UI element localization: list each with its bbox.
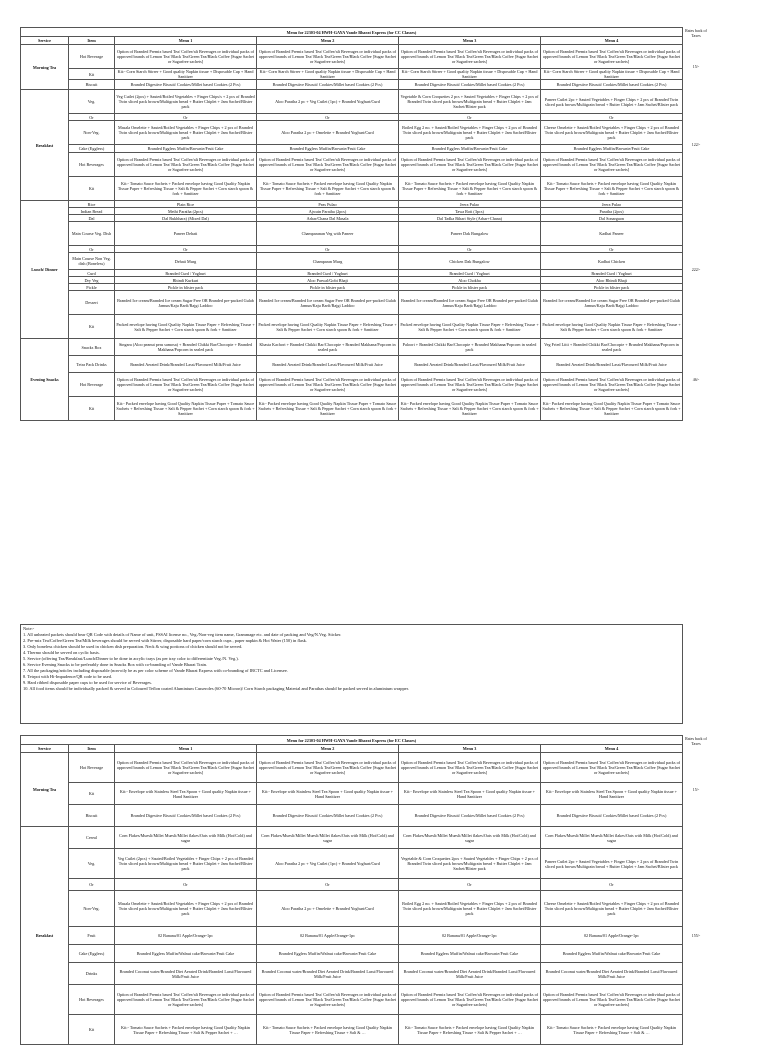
col-header-menu-3: Menu 3 <box>399 745 541 753</box>
rate-value: 15/- <box>692 64 700 69</box>
table-row <box>21 45 683 69</box>
menu-cell: Paratha (2pcs) <box>541 208 683 215</box>
table-row <box>21 891 683 927</box>
col-header-menu-4: Menu 4 <box>541 745 683 753</box>
menu-cell: Paneer Cutlet 2pc + Sauted Vegetables + Finger Chips + 2 pcs of Branded Twin sliced pack brown/Multigrain bread + Butter Chiplet + Jam Sachet/Blister pack <box>541 90 683 114</box>
note-line: 6. Service Evening Snacks to be preferably done in Snacks Box with co-branding of Vande Bharat Train. <box>23 662 208 667</box>
table-row <box>21 121 683 145</box>
menu-cell: Cheese Omelette + Sauted/Boiled Vegetables + Finger Chips + 2 pcs of Branded Twin sliced pack brown/Multigrain bread + Butter Chiplet + Jam Sachet/Blister pack <box>541 121 683 145</box>
service-name: Lunch/ Dinner <box>21 201 69 339</box>
menu-cell: Branded Curd / Yoghurt <box>115 270 257 277</box>
cc-menu-body <box>21 45 683 421</box>
menu-cell: Packed envelope having Good Quality Napkin Tissue Paper + Refreshing Tissue + Salt & Pepper Sachet + Corn starch spoon & fork + Sanitizer <box>541 315 683 339</box>
notes-box <box>20 624 683 724</box>
menu-cell: Or <box>115 114 257 121</box>
menu-cell: Cheese Omelette + Sauted/Boiled Vegetables + Finger Chips + 2 pcs of Branded Twin sliced pack brown/Multigrain bread + Butter Chiplet + Jam Sachet/Blister pack <box>541 891 683 927</box>
table-row <box>21 1015 683 1045</box>
note-line: 2. Pre-mix Tea/Coffee/Green Tea/Milk beverages should be served with Stirrer, disposable hard paper/corn starch cups , paper napkin & Hot Water (150) in flask. <box>23 638 307 643</box>
menu-cell: Corn Flakes/Muesli/Millet Muesli/Millet flakes/Oats with Milk (Hot/Cold) and sugar <box>257 827 399 849</box>
cc-rates-header: Rates back of Taxes <box>685 28 707 38</box>
ec-menu-sheet <box>20 735 683 1045</box>
cc-menu-sheet <box>20 27 683 421</box>
table-row <box>21 177 683 201</box>
menu-cell: Branded Coconut water/Branded Diet Aerated Drink/Branded Lassi/Flavoured Milk/Fruit Juice <box>399 963 541 985</box>
table-row <box>21 270 683 277</box>
menu-cell: Kit:- Envelope with Stainless Steel Tea Spoon + Good quality Napkin tissue + Hand Sanitizer <box>541 783 683 805</box>
menu-cell: Jeera Pulao <box>399 201 541 208</box>
note-line: 7. All the packaging/articles including disposable (non-oily be as per color scheme of Vande Bharat Express with co-branding of IRCTC and Licensee. <box>23 668 288 673</box>
rate-value: 46/- <box>692 376 700 382</box>
menu-cell: Branded Eggless Muffin/Brownie/Fruit Cake <box>541 145 683 153</box>
table-row <box>21 246 683 253</box>
item-name: Or <box>69 114 115 121</box>
menu-cell: Branded Eggless Muffin/Walnut cake/Brownie/Fruit Cake <box>399 945 541 963</box>
menu-cell: Dal Bukhhara) (Mixed Dal) <box>115 215 257 222</box>
menu-cell: Kit:- Tomato Sauce Sachets + Packed envelope having Good Quality Napkin Tissue Paper + Refreshing Tissue + Salt & Pepper Sachet + Corn starch spoon & fork + Sanitizer <box>541 177 683 201</box>
item-name: Main Course Non Veg. dish (Boneless) <box>69 253 115 270</box>
note-line: 8. Tetrpot with Hi-Impudence/QR code to be used. <box>23 674 112 679</box>
menu-cell: Option of Branded Premix based Tea/ Coffee/alt Beverages or individual packs of approved brands of Lemon Tea/ Black Tea/Green Tea/Black Coffee [Sugar Sachet or Sugarfree sachets] <box>399 985 541 1015</box>
table-row <box>21 356 683 373</box>
item-name: Rice <box>69 201 115 208</box>
menu-cell: Arhar/Chana Dal Masala <box>257 215 399 222</box>
item-name: Snacks Box <box>69 339 115 356</box>
menu-cell: Veg Cutlet (2pcs) + Sauted/Boiled Vegetables + Finger Chips + 2 pcs of Branded Twin sliced pack brown/Multigrain bread + Butter Chiplet + Jam Sachet/Blister pack <box>115 849 257 879</box>
menu-cell: Kit:- Corn Starch Stirrer + Good quality Napkin tissue + Disposable Cup + Hand Sanitizer <box>115 69 257 80</box>
menu-cell: Branded Ice cream/Branded Ice cream Sugar Free OR Branded pre-packed Gulab Jamun/Kaju Barfi/Rajgi Laddoo <box>257 291 399 315</box>
menu-cell: Branded Ice cream/Branded Ice cream Sugar Free OR Branded pre-packed Gulab Jamun/Kaju Barfi/Rajgi Laddoo <box>399 291 541 315</box>
note-line: 9. Hard ribbed disposable paper cups to be used for service of Beverages. <box>23 680 152 685</box>
item-name: Main Course Veg. Dish <box>69 222 115 246</box>
menu-cell: Dehati Murg <box>115 253 257 270</box>
menu-cell: Option of Branded Premix based Tea/ Coffee/alt Beverages or individual packs of approved brands of Lemon Tea/ Black Tea/Green Tea/Black Coffee [Sugar Sachet or Sugarfree sachets] <box>541 985 683 1015</box>
menu-cell: Pickle in blister pack <box>257 284 399 291</box>
col-header-menu-1: Menu 1 <box>115 37 257 45</box>
menu-cell: Vegetable & Corn Croquettes 2pcs + Sauted Vegetables + Finger Chips + 2 pcs of Branded Twin sliced pack brown/Multigrain bread + Butter Chiplet + Jam Sachet/Blister pack <box>399 849 541 879</box>
table-row <box>21 222 683 246</box>
service-name: Breakfast <box>21 90 69 201</box>
menu-cell: Or <box>257 246 399 253</box>
menu-cell: Branded Eggless Muffin/Walnut cake/Brownie/Fruit Cake <box>257 945 399 963</box>
menu-cell: Kit:- Packed envelope having Good Quality Napkin Tissue Paper + Tomato Sauce Sachets + Refreshing Tissue + Salt & Pepper Sachet + Corn starch spoon & fork + Sanitizer <box>115 397 257 421</box>
table-row <box>21 315 683 339</box>
item-name: Curd <box>69 270 115 277</box>
menu-cell: Plain Rice <box>115 201 257 208</box>
item-name: Drinks <box>69 963 115 985</box>
menu-cell: Option of Branded Premix based Tea/ Coffee/alt Beverages or individual packs of approved brands of Lemon Tea/ Black Tea/Green Tea/Black Coffee [Sugar Sachet or Sugarfree sachets] <box>257 153 399 177</box>
note-line: Note:- <box>23 626 35 631</box>
table-row <box>21 215 683 222</box>
table-row <box>21 927 683 945</box>
service-name: Evening Snacks <box>21 339 69 421</box>
menu-cell: Branded Digestive Biscuit/ Cookies/Millet based Cookies (2 Pcs) <box>399 805 541 827</box>
menu-cell: Paloori + Branded Chikki Bar/Chocopie + Branded Makhana/Popcorn in sealed pack <box>399 339 541 356</box>
rate-value: 155/- <box>691 932 701 938</box>
cc-header-row <box>21 37 683 45</box>
cc-menu-table <box>20 27 683 421</box>
menu-cell: Option of Branded Premix based Tea/ Coffee/alt Beverages or individual packs of approved brands of Lemon Tea/ Black Tea/Green Tea/Black Coffee [Sugar Sachet or Sugarfree sachets] <box>399 753 541 783</box>
menu-cell: Pickle in blister pack <box>541 284 683 291</box>
menu-cell: Kit:- Tomato Sauce Sachets + Packed envelope having Good Quality Napkin Tissue Paper + Refreshing Tissue + Salt & Pepper Sachet + … <box>115 1015 257 1045</box>
menu-cell: Aloo Paratha 2 pc + Omelette + Branded Yoghurt/Curd <box>257 121 399 145</box>
rate-value: 222/- <box>691 266 701 272</box>
item-name: Non-Veg. <box>69 121 115 145</box>
menu-cell: Kit:- Tomato Sauce Sachets + Packed envelope having Good Quality Napkin Tissue Paper + Refreshing Tissue + Salt & Pepper Sachet + Corn starch spoon & fork + Sanitizer <box>399 177 541 201</box>
menu-cell: Option of Branded Premix based Tea/ Coffee/alt Beverages or individual packs of approved brands of Lemon Tea/ Black Tea/Green Tea/Black Coffee [Sugar Sachet or Sugarfree sachets] <box>115 373 257 397</box>
menu-cell: Branded Aerated Drink/Branded Lassi/Flavoured Milk/Fruit Juice <box>257 356 399 373</box>
menu-cell: Or <box>541 114 683 121</box>
item-name: Hot Beverage <box>69 753 115 783</box>
menu-cell: Kit:- Packed envelope having Good Quality Napkin Tissue Paper + Tomato Sauce Sachets + Refreshing Tissue + Salt & Pepper Sachet + Corn starch spoon & fork + Sanitizer <box>399 397 541 421</box>
table-row <box>21 985 683 1015</box>
menu-cell: Kit:- Packed envelope having Good Quality Napkin Tissue Paper + Tomato Sauce Sachets + Refreshing Tissue + Salt & Pepper Sachet + Corn starch spoon & fork + Sanitizer <box>257 397 399 421</box>
menu-cell: Singara (Aloo peanut peas samosa) + Branded Chikki Bar/Chocopie + Branded Makhana/Popcorn in sealed pack <box>115 339 257 356</box>
menu-cell: Kit:- Tomato Sauce Sachets + Packed envelope having Good Quality Napkin Tissue Paper + Refreshing Tissue + Salt & Pepper Sachet + Corn starch spoon & fork + Sanitizer <box>257 177 399 201</box>
table-row <box>21 253 683 270</box>
col-header-item: Item <box>69 745 115 753</box>
menu-cell: Branded Eggless Muffin/Brownie/Fruit Cake <box>115 145 257 153</box>
table-row <box>21 69 683 80</box>
table-row <box>21 827 683 849</box>
menu-cell: Kit:- Packed envelope having Good Quality Napkin Tissue Paper + Tomato Sauce Sachets + Refreshing Tissue + Salt & Pepper Sachet + Corn starch spoon & fork + Sanitizer <box>541 397 683 421</box>
rate-value: 15/- <box>692 786 700 792</box>
menu-cell: Kit:- Tomato Sauce Sachets + Packed envelope having Good Quality Napkin Tissue Paper + Refreshing Tissue + Salt & Pepper Sachet + Corn starch spoon & fork + Sanitizer <box>115 177 257 201</box>
note-line: 4. Thermo should be served on cyclic basis. <box>23 650 100 655</box>
menu-cell: Kit:- Corn Starch Stirrer + Good quality Napkin tissue + Disposable Cup + Hand Sanitizer <box>399 69 541 80</box>
menu-cell: Veg Fried Litti + Branded Chikki Bar/Chocopie + Branded Makhana/Popcorn in sealed pack <box>541 339 683 356</box>
menu-cell: Kit:- Tomato Sauce Sachets + Packed envelope having Good Quality Napkin Tissue Paper + Refreshing Tissue + Salt & … <box>257 1015 399 1045</box>
menu-cell: Option of Branded Premix based Tea/ Coffee/alt Beverages or individual packs of approved brands of Lemon Tea/ Black Tea/Green Tea/Black Coffee [Sugar Sachet or Sugarfree sachets] <box>541 153 683 177</box>
menu-cell: Branded Eggless Muffin/Walnut cake/Brownie/Fruit Cake <box>115 945 257 963</box>
item-name: Hot Beverage <box>69 45 115 69</box>
ec-menu-title: Menu for 22303-04 HWH-GAYA Vande Bharat Express (for EC Classes) <box>21 736 683 745</box>
table-row <box>21 153 683 177</box>
menu-cell: 02 Banana/01 Apple/Orange-1pc <box>115 927 257 945</box>
table-row <box>21 805 683 827</box>
menu-cell: Option of Branded Premix based Tea/ Coffee/alt Beverages or individual packs of approved brands of Lemon Tea/ Black Tea/Green Tea/Black Coffee [Sugar Sachet or Sugarfree sachets] <box>541 373 683 397</box>
menu-cell: Or <box>399 114 541 121</box>
menu-cell: Dal Tadka Bihari Style (Arhar+Chana) <box>399 215 541 222</box>
menu-cell: Branded Digestive Biscuit/ Cookies/Millet based Cookies (2 Pcs) <box>257 80 399 90</box>
menu-cell: Branded Digestive Biscuit/ Cookies/Millet based Cookies (2 Pcs) <box>399 80 541 90</box>
menu-cell: Option of Branded Premix based Tea/ Coffee/alt Beverages or individual packs of approved brands of Lemon Tea/ Black Tea/Green Tea/Black Coffee [Sugar Sachet or Sugarfree sachets] <box>115 753 257 783</box>
table-row <box>21 373 683 397</box>
menu-cell: Option of Branded Premix based Tea/ Coffee/alt Beverages or individual packs of approved brands of Lemon Tea/ Black Tea/Green Tea/Black Coffee [Sugar Sachet or Sugarfree sachets] <box>257 373 399 397</box>
menu-cell: Champaran Murg <box>257 253 399 270</box>
table-row <box>21 945 683 963</box>
item-name: Cereal <box>69 827 115 849</box>
menu-cell: Paneer Dehati <box>115 222 257 246</box>
note-line: 5. Service (offering Tea/Breakfast/Lunch/Dinner to be done in acrylic trays (as per tray color to differentiate Veg./N. Veg.). <box>23 656 239 661</box>
menu-cell: Branded Coconut water/Branded Diet Aerated Drink/Branded Lassi/Flavoured Milk/Fruit Juice <box>115 963 257 985</box>
menu-cell: Veg Cutlet (2pcs) + Sauted/Boiled Vegetables + Finger Chips/s + 2 pcs of Branded Twin sliced pack brown/Multigrain bread + Butter Chiplet + Jam Sachet/Blister pack <box>115 90 257 114</box>
menu-cell: Option of Branded Premix based Tea/ Coffee/alt Beverages or individual packs of approved brands of Lemon Tea/ Black Tea/Green Tea/Black Coffee [Sugar Sachet or Sugarfree sachets] <box>115 153 257 177</box>
menu-cell: Packed envelope having Good Quality Napkin Tissue Paper + Refreshing Tissue + Salt & Pepper Sachet + Corn starch spoon & fork + Sanitizer <box>257 315 399 339</box>
menu-cell: Kit:- Corn Starch Stirrer + Good quality Napkin tissue + Disposable Cup + Hand Sanitizer <box>257 69 399 80</box>
menu-cell: Aloo Paratha 2 pc + Veg Cutlet (1pc) + Branded Yoghurt/Curd <box>257 90 399 114</box>
cc-menu-title: Menu for 22303-04 HWH-GAYA Vande Bharat Express (for CC Classes) <box>21 28 683 37</box>
menu-cell: Aloo Paratha 2 pc + Omelette + Branded Yoghurt/Curd <box>257 891 399 927</box>
menu-cell: Kit:- Envelope with Stainless Steel Tea Spoon + Good quality Napkin tissue + Hand Sanitizer <box>257 783 399 805</box>
menu-cell: Ajwain Paratha (2pcs) <box>257 208 399 215</box>
item-name: Indian Bread <box>69 208 115 215</box>
item-name: Veg. <box>69 90 115 114</box>
ec-header-row <box>21 745 683 753</box>
item-name: Hot Beverages <box>69 153 115 177</box>
service-name: Breakfast <box>21 827 69 1045</box>
table-row <box>21 208 683 215</box>
table-row <box>21 753 683 783</box>
note-line: 3. Only boneless chicken should be used in chicken dish preparation. Neck & wing portions of chicken should not be served. <box>23 644 243 649</box>
note-line: 10. All food items should be individually packed & served in Coloured Teflon coated Aluminium Casseroles (60-70 Micron)/ Corn Starch packaging Material and Parathas should be packed served in aluminium wrapper. <box>23 686 409 691</box>
item-name: Hot Beverage <box>69 373 115 397</box>
menu-cell: Branded Aerated Drink/Branded Lassi/Flavoured Milk/Fruit Juice <box>541 356 683 373</box>
item-name: Dessert <box>69 291 115 315</box>
item-name: Kit <box>69 177 115 201</box>
menu-cell: 02 Banana/01 Apple/Orange-1pc <box>399 927 541 945</box>
menu-cell: Branded Ice cream/Branded Ice cream Sugar Free OR Branded pre-packed Gulab Jamun/Kaju Barfi/Rajgi Laddoo <box>115 291 257 315</box>
menu-cell: Corn Flakes/Muesli/Millet Muesli/Millet flakes/Oats with Milk (Hot/Cold) and sugar <box>115 827 257 849</box>
menu-cell: Or <box>115 246 257 253</box>
table-row <box>21 879 683 891</box>
col-header-menu-2: Menu 2 <box>257 37 399 45</box>
menu-cell: Aloo Paratha 2 pc + Veg Cutlet (1pc) + Branded Yoghurt/Curd <box>257 849 399 879</box>
menu-cell: Tawa Roti (3pcs) <box>399 208 541 215</box>
menu-cell: Option of Branded Premix based Tea/ Coffee/alt Beverages or individual packs of approved brands of Lemon Tea/ Black Tea/Green Tea/Black Coffee [Sugar Sachet or Sugarfree sachets] <box>541 45 683 69</box>
table-row <box>21 145 683 153</box>
menu-cell: Option of Branded Premix based Tea/ Coffee/alt Beverages or individual packs of approved brands of Lemon Tea/ Black Tea/Green Tea/Black Coffee [Sugar Sachet or Sugarfree sachets] <box>541 753 683 783</box>
menu-cell: Or <box>257 879 399 891</box>
menu-cell: Or <box>115 879 257 891</box>
item-name: Fruit <box>69 927 115 945</box>
menu-cell: Option of Branded Premix based Tea/ Coffee/alt Beverages or individual packs of approved brands of Lemon Tea/ Black Tea/Green Tea/Black Coffee [Sugar Sachet or Sugarfree sachets] <box>399 45 541 69</box>
item-name: Kit <box>69 783 115 805</box>
item-name: Non-Veg. <box>69 891 115 927</box>
item-name: Tetra Pack Drinks <box>69 356 115 373</box>
service-name: Morning Tea <box>21 45 69 90</box>
menu-cell: Kadhai Chicken <box>541 253 683 270</box>
table-row <box>21 397 683 421</box>
menu-cell: Option of Branded Premix based Tea/ Coffee/alt Beverages or individual packs of approved brands of Lemon Tea/ Black Tea/Green Tea/Black Coffee [Sugar Sachet or Sugarfree sachets] <box>257 985 399 1015</box>
table-row <box>21 201 683 208</box>
item-name: Veg. <box>69 849 115 879</box>
menu-cell: Bhindi Kurkuri <box>115 277 257 284</box>
menu-cell: Kit:- Tomato Sauce Sachets + Packed envelope having Good Quality Napkin Tissue Paper + Refreshing Tissue + Salt & Pepper Sachet + … <box>399 1015 541 1045</box>
menu-cell: Aloo Bhindi Bhaji <box>541 277 683 284</box>
menu-cell: Branded Ice cream/Branded Ice cream Sugar Free OR Branded pre-packed Gulab Jamun/Kaju Barfi/Rajgi Laddoo <box>541 291 683 315</box>
menu-cell: Dal Sonargaon <box>541 215 683 222</box>
table-row <box>21 783 683 805</box>
menu-cell: Masala Omelette + Sauted/Boiled Vegetables + Finger Chips + 2 pcs of Branded Twin sliced pack brown/Multigrain bread + Butter Chiplet + Jam Sachet/Blister pack <box>115 891 257 927</box>
item-name: Or <box>69 246 115 253</box>
col-header-service: Service <box>21 37 69 45</box>
menu-cell: Branded Digestive Biscuit/ Cookies/Millet based Cookies (2 Pcs) <box>541 80 683 90</box>
menu-cell: Packed envelope having Good Quality Napkin Tissue Paper + Refreshing Tissue + Salt & Pepper Sachet + Corn starch spoon & fork + Sanitizer <box>399 315 541 339</box>
table-row <box>21 114 683 121</box>
menu-cell: Branded Curd / Yoghurt <box>257 270 399 277</box>
menu-cell: Champaranan Veg with Paneer <box>257 222 399 246</box>
menu-cell: Branded Digestive Biscuit/ Cookies/Millet based Cookies (2 Pcs) <box>257 805 399 827</box>
menu-cell: Boiled Egg 2 no. + Sauted/Boiled Vegetables + Finger Chips + 2 pcs of Branded Twin sliced pack brown/Multigrain bread + Butter Chiplet + Jam Sachet/Blister pack <box>399 891 541 927</box>
item-name: Cake (Eggless) <box>69 945 115 963</box>
menu-cell: 02 Banana/01 Apple/Orange-1pc <box>257 927 399 945</box>
menu-cell: Or <box>399 879 541 891</box>
menu-cell: Branded Eggless Muffin/Brownie/Fruit Cake <box>257 145 399 153</box>
menu-cell: Kadhai Paneer <box>541 222 683 246</box>
menu-cell: Option of Branded Premix based Tea/ Coffee/alt Beverages or individual packs of approved brands of Lemon Tea/ Black Tea/Green Tea/Black Coffee [Sugar Sachet or Sugarfree sachets] <box>399 153 541 177</box>
table-row <box>21 284 683 291</box>
table-row <box>21 277 683 284</box>
menu-cell: Kit:- Envelope with Stainless Steel Tea Spoon + Good quality Napkin tissue + Hand Sanitizer <box>115 783 257 805</box>
menu-cell: Chicken Dak Bungalow <box>399 253 541 270</box>
table-row <box>21 339 683 356</box>
menu-cell: Corn Flakes/Muesli/Millet Muesli/Millet flakes/Oats with Milk (Hot/Cold) and sugar <box>541 827 683 849</box>
item-name: Dry Veg <box>69 277 115 284</box>
note-line: 1. All unheated packets should bear QR Code with details of Name of unit, FSSAI license no., Veg./Non-veg item name, Grammage etc. and date of packing and Veg/N.Veg. Sticker. <box>23 632 342 637</box>
menu-cell: Khasta Kachori + Branded Chikki Bar/Chocopie + Branded Makhana/Popcorn in sealed pack <box>257 339 399 356</box>
col-header-menu-2: Menu 2 <box>257 745 399 753</box>
ec-rates-header: Rates back of Taxes <box>685 736 707 746</box>
menu-cell: Branded Digestive Biscuit/ Cookies/Millet based Cookies (2 Pcs) <box>115 80 257 90</box>
menu-cell: Option of Branded Premix based Tea/ Coffee/alt Beverages or individual packs of approved brands of Lemon Tea/ Black Tea/Green Tea/Black Coffee [Sugar Sachet or Sugarfree sachets] <box>399 373 541 397</box>
menu-cell: Peas Pulao <box>257 201 399 208</box>
col-header-menu-4: Menu 4 <box>541 37 683 45</box>
item-name: Kit <box>69 315 115 339</box>
menu-cell: Corn Flakes/Muesli/Millet Muesli/Millet flakes/Oats with Milk (Hot/Cold) and sugar <box>399 827 541 849</box>
ec-menu-body <box>21 753 683 1045</box>
service-name: Morning Tea <box>21 753 69 827</box>
item-name: Biscuit <box>69 80 115 90</box>
col-header-service: Service <box>21 745 69 753</box>
item-name: Pickle <box>69 284 115 291</box>
menu-cell: Methi Paratha (2pcs) <box>115 208 257 215</box>
menu-cell: Kit:- Envelope with Stainless Steel Tea Spoon + Good quality Napkin tissue + Hand Sanitizer <box>399 783 541 805</box>
table-row <box>21 90 683 114</box>
menu-cell: Branded Aerated Drink/Branded Lassi/Flavoured Milk/Fruit Juice <box>115 356 257 373</box>
menu-cell: Aloo Chokha <box>399 277 541 284</box>
menu-cell: Option of Branded Premix based Tea/ Coffee/alt Beverages or individual packs of approved brands of Lemon Tea/ Black Tea/Green Tea/Black Coffee [Sugar Sachet or Sugarfree sachets] <box>257 45 399 69</box>
menu-cell: Kit:- Corn Starch Stirrer + Good quality Napkin tissue + Disposable Cup + Hand Sanitizer <box>541 69 683 80</box>
menu-cell: Branded Curd / Yoghurt <box>541 270 683 277</box>
menu-cell: Boiled Egg 2 no. + Sauted/Boiled Vegetables + Finger Chips + 2 pcs of Branded Twin sliced pack brown/Multigrain bread + Butter Chiplet + Jam Sachet/Blister pack <box>399 121 541 145</box>
col-header-menu-1: Menu 1 <box>115 745 257 753</box>
menu-cell: Vegetable & Corn Croquettes 2 pcs + Sauted Vegetables + Finger Chips + 2 pcs of Branded Twin sliced pack brown/Multigrain bread + Butter Chiplet + Jam Sachet/Blister pack <box>399 90 541 114</box>
menu-cell: Masala Omelette + Sauted/Boiled Vegetables + Finger Chips + 2 pcs of Branded Twin sliced pack brown/Multigrain bread + Butter Chiplet + Jam Sachet/Blister pack <box>115 121 257 145</box>
menu-cell: Option of Branded Premix based Tea/ Coffee/alt Beverages or individual packs of approved brands of Lemon Tea/ Black Tea/Green Tea/Black Coffee [Sugar Sachet or Sugarfree sachets] <box>115 45 257 69</box>
menu-cell: Branded Digestive Biscuit/ Cookies/Millet based Cookies (2 Pcs) <box>541 805 683 827</box>
menu-cell: Branded Coconut water/Branded Diet Aerated Drink/Branded Lassi/Flavoured Milk/Fruit Juice <box>541 963 683 985</box>
menu-cell: Or <box>541 879 683 891</box>
item-name: Kit <box>69 69 115 80</box>
item-name: Biscuit <box>69 805 115 827</box>
menu-cell: Pickle in blister pack <box>399 284 541 291</box>
menu-cell: Branded Curd / Yoghurt <box>399 270 541 277</box>
col-header-item: Item <box>69 37 115 45</box>
item-name: Dal <box>69 215 115 222</box>
menu-cell: Paneer Cutlet 2pc + Sauted Vegetables + Finger Chips + 2 pcs of Branded Twin sliced pack brown/Multigrain bread + Butter Chiplet + Jam Sachet/Blister pack <box>541 849 683 879</box>
item-name: Kit <box>69 1015 115 1045</box>
menu-cell: Branded Aerated Drink/Branded Lassi/Flavoured Milk/Fruit Juice <box>399 356 541 373</box>
item-name: Hot Beverages <box>69 985 115 1015</box>
menu-cell: Jeera Pulao <box>541 201 683 208</box>
menu-cell: Option of Branded Premix based Tea/ Coffee/alt Beverages or individual packs of approved brands of Lemon Tea/ Black Tea/Green Tea/Black Coffee [Sugar Sachet or Sugarfree sachets] <box>257 753 399 783</box>
menu-cell: Pickle in blister pack <box>115 284 257 291</box>
menu-cell: Or <box>541 246 683 253</box>
menu-cell: 02 Banana/01 Apple/Orange-1pc <box>541 927 683 945</box>
rate-value: 122/- <box>691 142 701 147</box>
menu-cell: Or <box>399 246 541 253</box>
table-row <box>21 291 683 315</box>
menu-cell: Paneer Dak Bungalow <box>399 222 541 246</box>
menu-cell: Aloo Parwal/Gobi Bhaji <box>257 277 399 284</box>
item-name: Cake (Eggless) <box>69 145 115 153</box>
table-row <box>21 963 683 985</box>
menu-cell: Branded Eggless Muffin/Brownie/Fruit Cake <box>399 145 541 153</box>
menu-cell: Branded Coconut water/Branded Diet Aerated Drink/Branded Lassi/Flavoured Milk/Fruit Juice <box>257 963 399 985</box>
menu-cell: Packed envelope having Good Quality Napkin Tissue Paper + Refreshing Tissue + Salt & Pepper Sachet + Corn starch spoon & fork + Sanitizer <box>115 315 257 339</box>
menu-cell: Branded Eggless Muffin/Walnut cake/Brownie/Fruit Cake <box>541 945 683 963</box>
col-header-menu-3: Menu 3 <box>399 37 541 45</box>
menu-cell: Or <box>257 114 399 121</box>
notes-list <box>23 626 680 692</box>
ec-menu-table <box>20 735 683 1045</box>
menu-cell: Kit:- Tomato Sauce Sachets + Packed envelope having Good Quality Napkin Tissue Paper + Refreshing Tissue + Salt & … <box>541 1015 683 1045</box>
item-name: Kit <box>69 397 115 421</box>
table-row <box>21 849 683 879</box>
item-name: Or <box>69 879 115 891</box>
menu-cell: Branded Digestive Biscuit/ Cookies/Millet based Cookies (2 Pcs) <box>115 805 257 827</box>
menu-cell: Option of Branded Premix based Tea/ Coffee/alt Beverages or individual packs of approved brands of Lemon Tea/ Black Tea/Green Tea/Black Coffee [Sugar Sachet or Sugarfree sachets] <box>115 985 257 1015</box>
table-row <box>21 80 683 90</box>
